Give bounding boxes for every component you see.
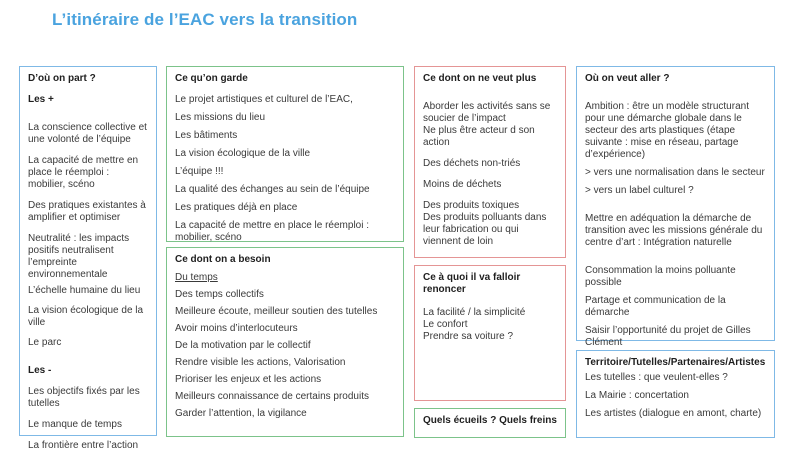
give-up-item: Prendre sa voiture ?	[423, 331, 514, 342]
where-we-go-box	[576, 66, 775, 348]
give-up-heading: Ce à quoi il va falloir renoncer	[423, 272, 521, 295]
goal-item: Partage et communication de la démarche	[585, 295, 726, 318]
keep-item: Le projet artistiques et culturel de l’EAC,	[175, 94, 353, 105]
no-longer-item: Des déchets non-triés	[423, 158, 521, 169]
need-item: De la motivation par le collectif	[175, 340, 311, 351]
what-we-need-heading: Ce dont on a besoin	[175, 254, 271, 265]
need-item: Meilleurs connaissance de certains produits	[175, 391, 369, 402]
need-item: Des temps collectifs	[175, 289, 264, 300]
no-longer-item: Des produits toxiques	[423, 200, 520, 211]
goal-item: Mettre en adéquation la démarche de transition avec les missions générale du centre d’art : Intégration naturelle	[585, 213, 763, 248]
no-longer-item: Moins de déchets	[423, 179, 502, 190]
keep-item: La qualité des échanges au sein de l’équipe	[175, 184, 370, 195]
no-longer-item: Ne plus être acteur d son action	[423, 125, 535, 148]
stakeholder-item: La Mairie : concertation	[585, 390, 689, 401]
what-we-keep-heading: Ce qu’on garde	[175, 73, 248, 84]
keep-item: Les bâtiments	[175, 130, 238, 141]
what-we-keep-box	[166, 66, 404, 242]
goal-item: Saisir l’opportunité du projet de Gilles Clément	[585, 325, 751, 348]
stakeholder-item: Les artistes (dialogue en amont, charte)	[585, 408, 762, 419]
starting-point-heading: D’où on part ?	[28, 73, 96, 84]
page-title: L’itinéraire de l’EAC vers la transition	[52, 10, 358, 29]
keep-item: Les pratiques déjà en place	[175, 202, 298, 213]
plus-item: Des pratiques existantes à amplifier et optimiser	[28, 200, 146, 223]
goal-item: Ambition : être un modèle structurant pour une démarche globale dans le secteur des arts plastiques (étape suivante : mise en réseau, partage d’expérience)	[585, 101, 749, 160]
goal-item: > vers une normalisation dans le secteur	[585, 167, 765, 178]
what-we-need-box	[166, 247, 404, 437]
keep-item: Les missions du lieu	[175, 112, 266, 123]
stakeholders-box	[576, 350, 775, 438]
stakeholders-heading: Territoire/Tutelles/Partenaires/Artistes	[585, 357, 766, 368]
keep-item: L’équipe !!!	[175, 166, 224, 177]
plus-item: La capacité de mettre en place le réemploi : mobilier, scéno	[28, 155, 139, 190]
obstacles-box	[414, 408, 566, 438]
give-up-item: Le confort	[423, 319, 468, 330]
minus-item: La frontière entre l’action	[28, 440, 139, 451]
give-up-item: La facilité / la simplicité	[423, 307, 526, 318]
no-longer-item: Aborder les activités sans se soucier de l’impact	[423, 101, 551, 124]
give-up-box	[414, 265, 566, 401]
need-item: Avoir moins d’interlocuteurs	[175, 323, 298, 334]
keep-item: La capacité de mettre en place le réemploi : mobilier, scéno	[175, 220, 369, 243]
no-longer-item: Des produits polluants dans leur fabrication ou qui viennent de loin	[423, 212, 547, 247]
plus-item: La conscience collective et une volonté de l’équipe	[28, 122, 147, 145]
goal-item: Consommation la moins polluante possible	[585, 265, 736, 288]
minus-item: Le manque de temps	[28, 419, 122, 430]
minus-item: Les objectifs fixés par les tutelles	[28, 386, 140, 409]
stakeholder-item: Les tutelles : que veulent-elles ?	[585, 372, 728, 383]
minus-label: Les -	[28, 365, 52, 376]
plus-item: L’échelle humaine du lieu	[28, 285, 141, 296]
need-item: Meilleure écoute, meilleur soutien des tutelles	[175, 306, 378, 317]
need-item: Rendre visible les actions, Valorisation	[175, 357, 346, 368]
need-item: Prioriser les enjeux et les actions	[175, 374, 322, 385]
need-item: Garder l’attention, la vigilance	[175, 408, 307, 419]
goal-item: > vers un label culturel ?	[585, 185, 694, 196]
plus-item: Le parc	[28, 337, 62, 348]
plus-label: Les +	[28, 94, 54, 105]
keep-item: La vision écologique de la ville	[175, 148, 311, 159]
obstacles-heading: Quels écueils ? Quels freins	[423, 415, 557, 426]
starting-point-box	[19, 66, 157, 451]
no-longer-want-heading: Ce dont on ne veut plus	[423, 73, 537, 84]
plus-item: Neutralité : les impacts positifs neutralisent l’empreinte environnementale	[28, 233, 130, 280]
need-item: Du temps	[175, 272, 218, 283]
where-we-go-heading: Où on veut aller ?	[585, 73, 670, 84]
no-longer-want-box	[414, 66, 566, 258]
plus-item: La vision écologique de la ville	[28, 305, 144, 328]
